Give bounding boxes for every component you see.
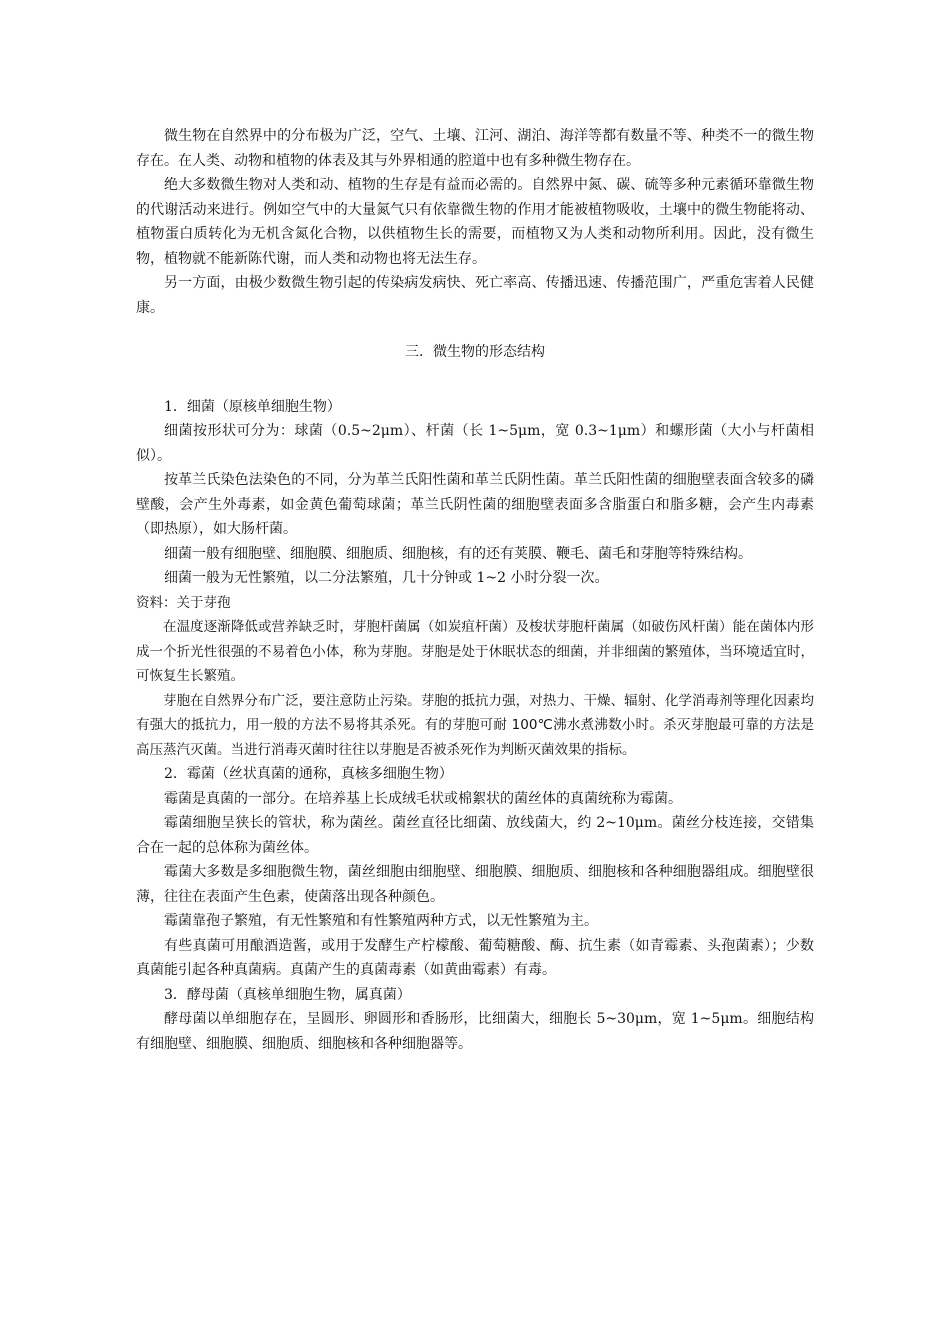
mold-paragraph-3: 霉菌大多数是多细胞微生物，菌丝细胞由细胞壁、细胞膜、细胞质、细胞核和各种细胞器组成。细胞壁很薄，往往在表面产生色素，使菌落出现各种颜色。 (136, 864, 814, 905)
spore-paragraph-1: 在温度逐渐降低或营养缺乏时，芽胞杆菌属（如炭疽杆菌）及梭状芽胞杆菌属（如破伤风杆菌）能在菌体内形成一个折光性很强的不易着色小体，称为芽胞。芽胞是处于休眠状态的细菌，并非细菌的繁殖体，当环境适宜时，可恢复生长繁殖。 (136, 619, 814, 684)
bacteria-paragraph-1: 细菌按形状可分为：球菌（0.5~2μm）、杆菌（长 1~5μm，宽 0.3~1μm）和螺形菌（大小与杆菌相似）。 (136, 423, 814, 464)
mold-paragraph-5: 有些真菌可用酿酒造酱，或用于发酵生产柠檬酸、葡萄糖酸、酶、抗生素（如青霉素、头孢菌素）；少数真菌能引起各种真菌病。真菌产生的真菌毒素（如黄曲霉素）有毒。 (136, 937, 814, 978)
mold-paragraph-4: 霉菌靠孢子繁殖，有无性繁殖和有性繁殖两种方式，以无性繁殖为主。 (164, 913, 598, 929)
mold-heading: 2．霉菌（丝状真菌的通称，真核多细胞生物） (164, 766, 453, 782)
intro-paragraph-1: 微生物在自然界中的分布极为广泛，空气、土壤、江河、湖泊、海洋等都有数量不等、种类不一的微生物存在。在人类、动物和植物的体表及其与外界相通的腔道中也有多种微生物存在。 (136, 128, 814, 169)
document-body (136, 124, 814, 1056)
yeast-paragraph-1: 酵母菌以单细胞存在，呈圆形、卵圆形和香肠形，比细菌大，细胞长 5~30μm，宽 1~5μm。细胞结构有细胞壁、细胞膜、细胞质、细胞核和各种细胞器等。 (136, 1011, 814, 1052)
bacteria-paragraph-2: 按革兰氏染色法染色的不同，分为革兰氏阳性菌和革兰氏阴性菌。革兰氏阳性菌的细胞壁表面含较多的磷壁酸，会产生外毒素，如金黄色葡萄球菌；革兰氏阴性菌的细胞壁表面多含脂蛋白和脂多糖，会产生内毒素（即热原），如大肠杆菌。 (136, 472, 814, 537)
yeast-heading: 3．酵母菌（真核单细胞生物，属真菌） (164, 986, 411, 1003)
intro-paragraph-3: 另一方面，由极少数微生物引起的传染病发病快、死亡率高、传播迅速、传播范围广，严重危害着人民健康。 (136, 275, 814, 316)
bacteria-heading: 1．细菌（原核单细胞生物） (164, 398, 341, 415)
spore-label: 资料：关于芽孢 (136, 594, 231, 611)
spore-paragraph-2: 芽胞在自然界分布广泛，要注意防止污染。芽胞的抵抗力强，对热力、干燥、辐射、化学消毒剂等理化因素均有强大的抵抗力，用一般的方法不易将其杀死。有的芽胞可耐 100℃沸水煮沸数小时。杀灭芽胞最可靠的方法是高压蒸汽灭菌。当进行消毒灭菌时往往以芽胞是否被杀死作为判断灭菌效果的指标。 (136, 692, 814, 758)
bacteria-paragraph-4: 细菌一般为无性繁殖，以二分法繁殖，几十分钟或 1~2 小时分裂一次。 (164, 570, 609, 586)
bacteria-paragraph-3: 细菌一般有细胞壁、细胞膜、细胞质、细胞核，有的还有荚膜、鞭毛、菌毛和芽胞等特殊结构。 (164, 545, 752, 562)
intro-paragraph-2: 绝大多数微生物对人类和动、植物的生存是有益而必需的。自然界中氮、碳、硫等多种元素循环靠微生物的代谢活动来进行。例如空气中的大量氮气只有依靠微生物的作用才能被植物吸收，土壤中的微生物能将动、植物蛋白质转化为无机含氮化合物，以供植物生长的需要，而植物又为人类和动物所利用。因此，没有微生物，植物就不能新陈代谢，而人类和动物也将无法生存。 (136, 177, 814, 267)
mold-paragraph-1: 霉菌是真菌的一部分。在培养基上长成绒毛状或棉絮状的菌丝体的真菌统称为霉菌。 (164, 790, 682, 807)
mold-paragraph-2: 霉菌细胞呈狭长的管状，称为菌丝。菌丝直径比细菌、放线菌大，约 2~10μm。菌丝分枝连接，交错集合在一起的总体称为菌丝体。 (136, 815, 814, 856)
section-title: 三．微生物的形态结构 (405, 344, 545, 360)
